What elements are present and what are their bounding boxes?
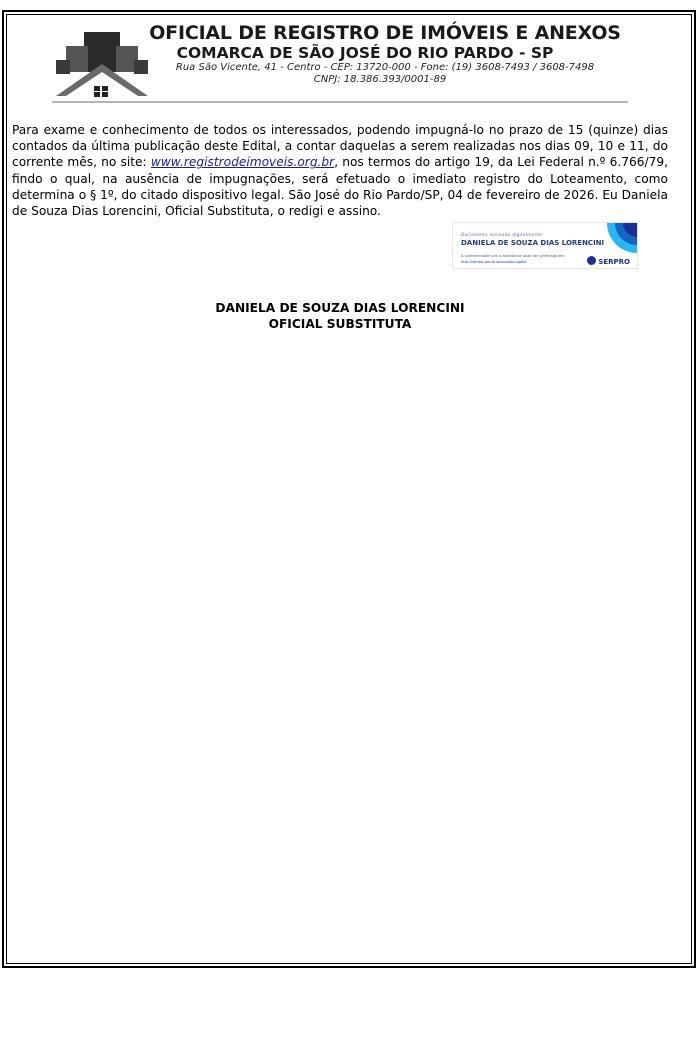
serpro-arc-icon: [603, 223, 637, 253]
serpro-brand-label: SERPRO: [598, 258, 630, 266]
header-address: Rua São Vicente, 41 - Centro - CEP: 13720-000 - Fone: (19) 3608-7493 / 3608-7498: [175, 62, 595, 73]
signature-info-text: A conformidade com a assinatura pode ser verificada em:: [461, 254, 566, 258]
header-cnpj: CNPJ: 18.386.393/0001-89: [313, 74, 447, 85]
edital-paragraph: [12, 122, 668, 219]
signatory-role: OFICIAL SUBSTITUTA: [268, 317, 412, 331]
serpro-logo-icon: [587, 256, 596, 265]
signature-verify-url: http://serpro.gov.br/assinador-digital: [461, 260, 527, 264]
registro-site-link[interactable]: www.registrodeimoveis.org.br: [150, 155, 335, 170]
paragraph-text-start: Para exame e conhecimento de todos os interessados, podendo impugná-lo no prazo de 15 (quinze) dias contados da última publicação deste Edital, a contar daquelas a serem realizadas nos dias 09, 10 e 11, do corrente mês, no site:: [12, 123, 668, 170]
paragraph-text-end: , nos termos do artigo 19, da Lei Federal n.º 6.766/79, findo o qual, na ausência de impugnações, será efetuado o imediato registro do Loteamento, como determina o § 1º, do citado dispositivo legal. São José do Rio Pardo/SP, 04 de fevereiro de 2026. Eu Daniela de Souza Dias Lorencini, Oficial Substituta, o redigi e assino.: [12, 155, 668, 219]
signature-signer-name: DANIELA DE SOUZA DIAS LORENCINI: [461, 239, 605, 247]
signatory-name: DANIELA DE SOUZA DIAS LORENCINI: [215, 301, 465, 315]
digital-signature-stamp: [452, 222, 638, 269]
header-title: OFICIAL DE REGISTRO DE IMÓVEIS E ANEXOS: [149, 22, 621, 44]
serpro-brand: [587, 256, 630, 266]
signature-doc-label: Documento assinado digitalmente: [461, 232, 543, 237]
header-divider: [52, 101, 628, 103]
building-logo-icon: [52, 30, 152, 100]
header-subtitle: COMARCA DE SÃO JOSÉ DO RIO PARDO - SP: [176, 44, 554, 62]
